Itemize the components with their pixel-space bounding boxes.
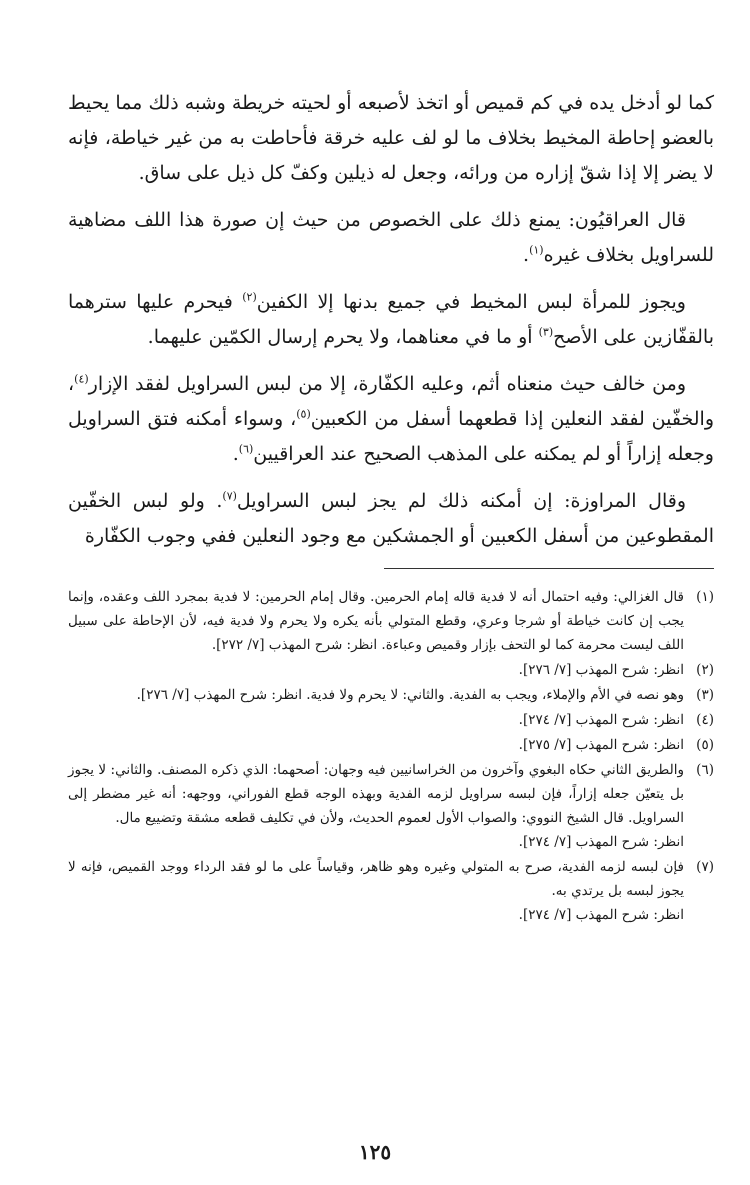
footnote-number: (٢) (696, 662, 714, 678)
footnote-ref[interactable]: (٥) (296, 407, 311, 421)
footnote-number: (٥) (696, 737, 714, 753)
footnote-ref[interactable]: (١) (529, 243, 544, 257)
footnotes (68, 585, 714, 927)
footnote-ref[interactable]: (٤) (74, 372, 89, 386)
page-body (68, 86, 714, 928)
footnote-text: انظر: شرح المهذب [٧/ ٢٧٤]. (518, 834, 684, 850)
footnote-number: (١) (696, 589, 714, 605)
footnote-number: (٣) (696, 687, 714, 703)
footnote (68, 708, 714, 732)
footnote-text: والطريق الثاني حكاه البغوي وآخرون من الخراسانيين فيه وجهان: أصحهما: الذي ذكره المصنف. والثاني: لا يجوز بل يتعيّن جعله إزاراً، فإن لبسه سراويل لزمه الفدية وبهذه الوجه قطع الفوراني، ووجهه: أنه غير مضطر إلى السراويل. قال الشيخ النووي: والصواب الأول لعموم الحديث، ولأن في تكليف قطعه مشقة وتضييع مال. (68, 762, 684, 826)
footnote-text: انظر: شرح المهذب [٧/ ٢٧٤]. (518, 907, 684, 923)
footnote (68, 658, 714, 682)
footnote-text: قال الغزالي: وفيه احتمال أنه لا فدية قاله إمام الحرمين. وقال إمام الحرمين: لا فدية بمجرد اللف وعقده، وإنما يجب إن كانت خياطة أو شرجا وعري، وقطع المتولي بأنه يكره ولا يحرم ولا فدية فيه، لأن الإحاطة على سبيل اللف ليست محرمة كما لو التحف بإزار وقميص وعباءة. انظر: شرح المهذب [٧/ ٢٧٢]. (68, 589, 684, 653)
footnote-text: وهو نصه في الأم والإملاء، ويجب به الفدية. والثاني: لا يحرم ولا فدية. انظر: شرح المهذب [٧/ ٢٧٦]. (136, 687, 684, 703)
paragraph-5: وقال المراوزة: إن أمكنه ذلك لم يجز لبس السراويل$^{(٧)}$. ولو لبس الخفّين المقطوعين من أسفل الكعبين أو الجمشكين مع وجود النعلين ففي وجوب الكفّارة (68, 489, 714, 547)
footnote-ref[interactable]: (٧) (222, 489, 237, 503)
footnote-text: انظر: شرح المهذب [٧/ ٢٧٤]. (518, 712, 684, 728)
footnote-divider (384, 568, 714, 569)
paragraph-3: ويجوز للمرأة لبس المخيط في جميع بدنها إلا الكفين$^{(٢)}$ فيحرم عليها سترهما بالقفّازين على الأصح$^{(٣)}$ أو ما في معناهما، ولا يحرم إرسال الكمّين عليهما. (68, 290, 714, 348)
page-number: ١٢٥ (358, 1140, 392, 1164)
footnote-ref[interactable]: (٣) (538, 325, 554, 339)
paragraph-4: ومن خالف حيث منعناه أثم، وعليه الكفّارة، إلا من لبس السراويل لفقد الإزار$^{(٤)}$، والخفّين لفقد النعلين إذا قطعهما أسفل من الكعبين$^{(٥)}$، وسواء أمكنه فتق السراويل وجعله إزاراً أو لم يمكنه على المذهب الصحيح عند العراقيين$^{(٦)}$. (68, 372, 715, 465)
paragraph-2: قال العراقيُون: يمنع ذلك على الخصوص من حيث إن صورة هذا اللف مضاهية للسراويل بخلاف غيره$^{(١)}$. (68, 209, 714, 266)
footnote-text: فإن لبسه لزمه الفدية، صرح به المتولي وغيره وهو ظاهر، وقياساً على ما لو فقد الرداء ووجد القميص، فإنه لا يجوز لبسه بل يرتدي به. (68, 859, 684, 899)
footnote (68, 758, 714, 854)
footnote-ref[interactable]: (٦) (238, 442, 254, 456)
footnote (68, 585, 714, 657)
footnote (68, 855, 714, 927)
footnote (68, 683, 714, 707)
footnote-number: (٦) (696, 762, 714, 778)
footnote (68, 733, 714, 757)
footnote-ref[interactable]: (٢) (242, 290, 257, 304)
footnote-number: (٧) (696, 859, 714, 875)
footnote-text: انظر: شرح المهذب [٧/ ٢٧٦]. (518, 662, 684, 678)
paragraph-1: كما لو أدخل يده في كم قميص أو اتخذ لأصبعه أو لحيته خريطة وشبه ذلك مما يحيط بالعضو إحاطة المخيط بخلاف ما لو لف عليه خرقة فأحاطت به من غير خياطة، فإنه لا يضر إلا إذا شقّ إزاره من ورائه، وجعل له ذيلين وكفّ كل ذيل على ساق. (68, 92, 715, 184)
footnote-number: (٤) (696, 712, 714, 728)
main-text (68, 86, 714, 554)
footnote-text: انظر: شرح المهذب [٧/ ٢٧٥]. (518, 737, 684, 753)
